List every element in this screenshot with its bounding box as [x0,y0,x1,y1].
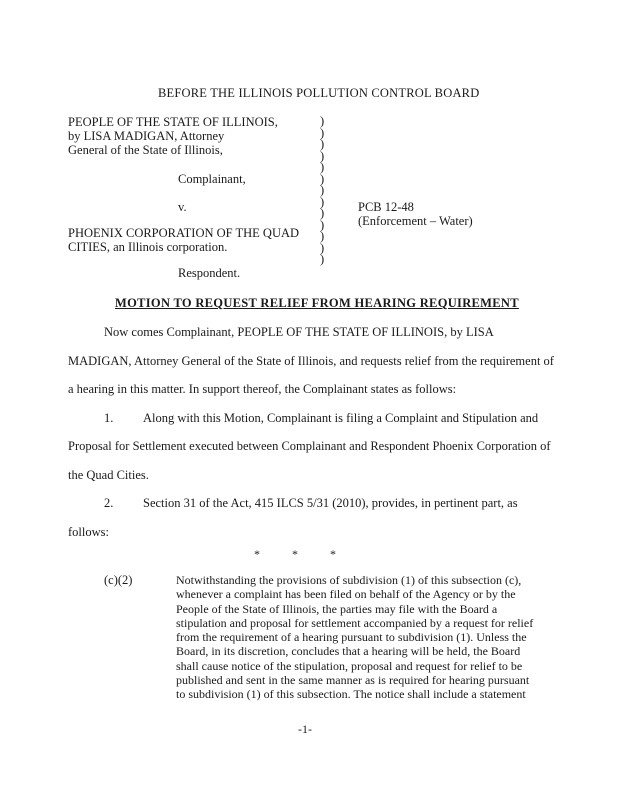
plaintiff-line: General of the State of Illinois, [68,143,223,157]
paren: ) [320,240,325,255]
para2-line: Section 31 of the Act, 415 ILCS 5/31 (2010), provides, in pertinent part, as [143,496,518,510]
quote-line: to subdivision (1) of this subsection. The notice shall include a statement [176,687,526,702]
paren: ) [320,137,325,151]
complainant-role: Complainant, [178,172,246,186]
paren: ) [320,148,325,163]
star: * [254,547,260,561]
star: * [292,547,298,561]
intro-line: a hearing in this matter. In support thereof, the Complainant states as follows: [68,382,457,396]
quote-line: shall cause notice of the stipulation, proposal and request for relief to be [176,658,523,673]
intro-line: Now comes Complainant, PEOPLE OF THE STATE OF ILLINOIS, by LISA [104,325,494,339]
paren: ) [320,229,325,243]
board-title: BEFORE THE ILLINOIS POLLUTION CONTROL BOARD [158,86,480,100]
paren: ) [320,125,325,140]
respondent-line: PHOENIX CORPORATION OF THE QUAD [68,226,300,240]
intro-line: MADIGAN, Attorney General of the State of Illinois, and requests relief from the requirement of [68,354,554,368]
paren: ) [320,194,325,209]
quote-line: Board, in its discretion, concludes that a hearing will be held, the Board [176,644,521,659]
quote-line: published and sent in the same manner as is required for hearing pursuant [176,673,530,688]
quote-line: People of the State of Illinois, the parties may file with the Board a [176,601,498,616]
quote-line: whenever a complaint has been filed on behalf of the Agency or by the [176,587,516,602]
plaintiff-line: by LISA MADIGAN, Attorney [68,129,225,143]
versus: v. [178,200,187,214]
plaintiff-line: PEOPLE OF THE STATE OF ILLINOIS, [68,115,278,129]
star: * [330,547,336,561]
quote-line: Notwithstanding the provisions of subdivision (1) of this subsection (c), [176,573,522,587]
quote-label: (c)(2) [104,573,133,587]
quote-line: from the requirement of a hearing pursuant to subdivision (1). Unless the [176,630,527,645]
para1-line: Along with this Motion, Complainant is filing a Complaint and Stipulation and [143,411,539,425]
paren: ) [320,206,325,220]
paren: ) [320,160,325,174]
block-quote [176,573,556,702]
para1-number: 1. [104,411,114,425]
case-number: PCB 12-48 [358,200,414,214]
paren: ) [320,114,325,128]
para2-line: follows: [68,525,109,539]
paren: ) [320,171,325,186]
case-type: (Enforcement – Water) [358,214,473,228]
page-number: -1- [298,722,312,736]
motion-title: MOTION TO REQUEST RELIEF FROM HEARING REQUIREMENT [115,296,519,310]
quote-line: stipulation and proposal for settlement accompanied by a request for relief [176,615,534,630]
ellipsis-stars [238,545,352,563]
para1-line: Proposal for Settlement executed between Complainant and Respondent Phoenix Corporation of [68,439,551,453]
para1-line: the Quad Cities. [68,468,149,482]
respondent-line: CITIES, an Illinois corporation. [68,240,228,254]
respondent-role: Respondent. [178,266,241,280]
paren: ) [320,217,325,232]
caption-paren-column [320,116,324,266]
para2-number: 2. [104,496,114,510]
paren: ) [320,252,325,266]
paren: ) [320,183,325,197]
